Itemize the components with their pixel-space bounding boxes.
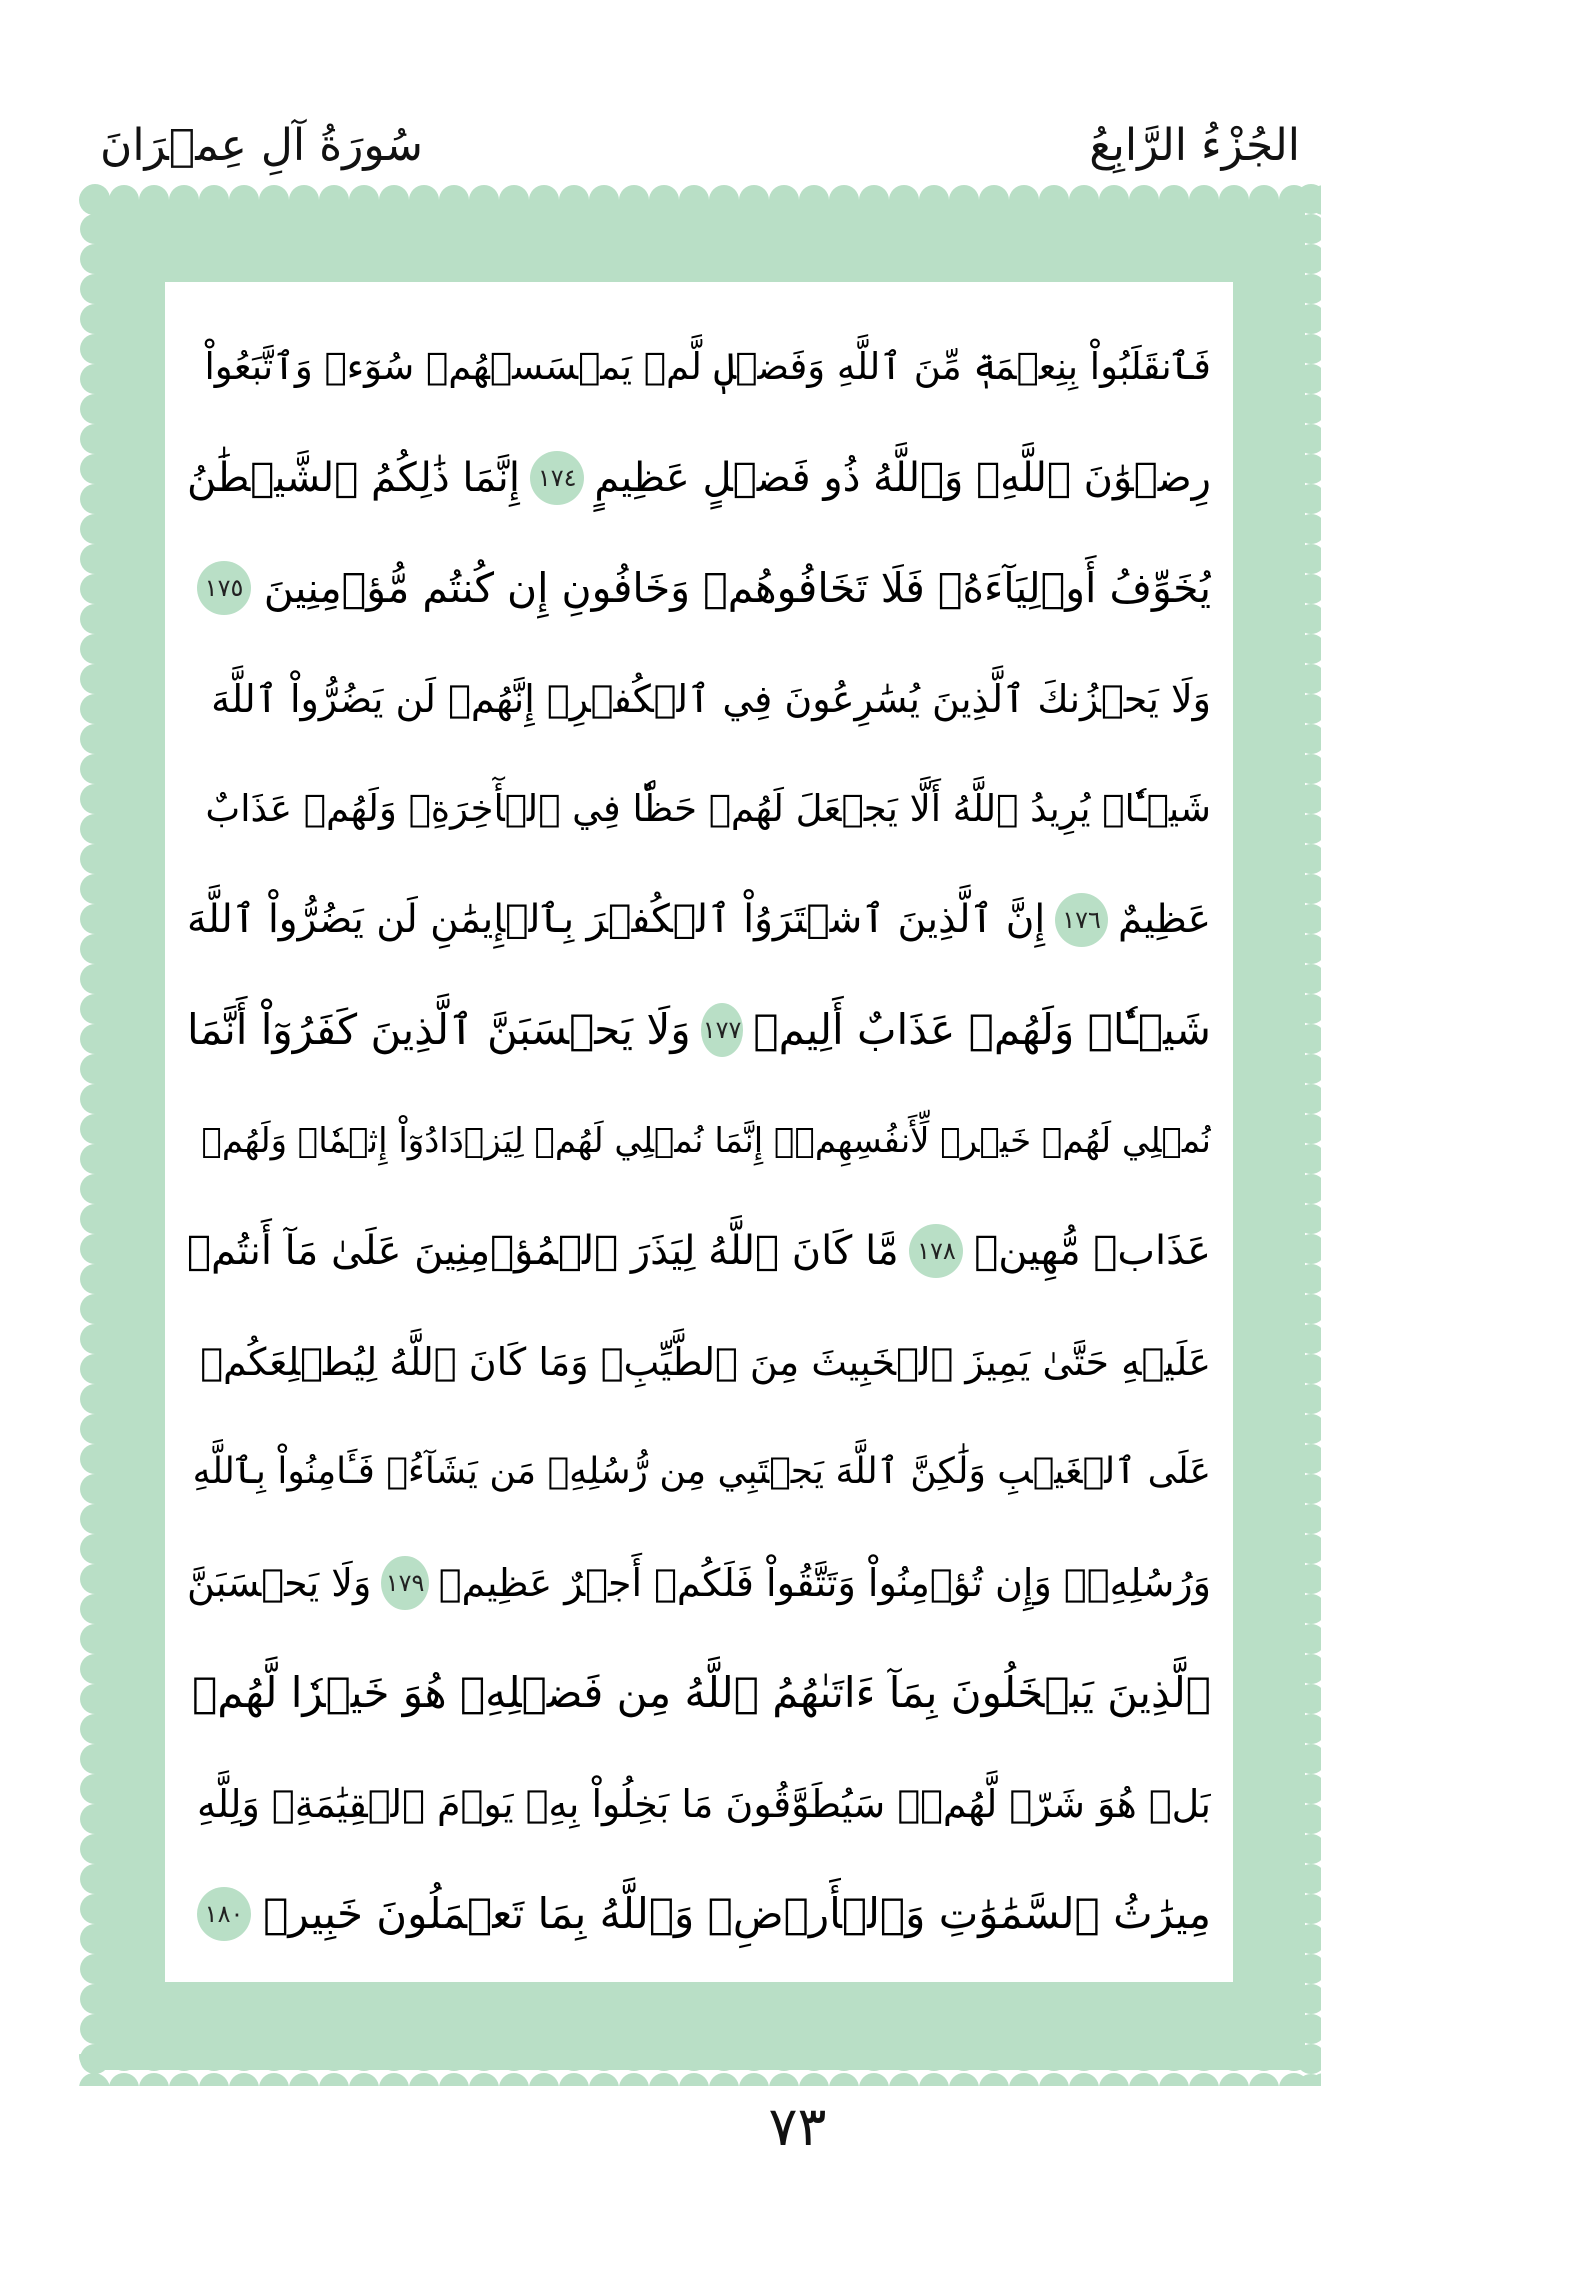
verse-text: يُخَوِّفُ أَوۡلِيَآءَهُۥ فَلَا تَخَافُوهُمۡ وَخَافُونِ إِن كُنتُم مُّؤۡمِنِينَ [263, 564, 1211, 612]
verse-line [187, 644, 1211, 755]
verse-line [187, 1528, 1211, 1639]
verse-text: إِنَّمَا ذَٰلِكُمُ ٱلشَّيۡطَٰنُ [187, 454, 520, 501]
ayah-number-marker: ١٧٦ [1055, 893, 1108, 947]
verse-line [187, 533, 1211, 644]
verse-text: عَظِيمٌ [1118, 896, 1211, 942]
verse-text: نُمۡلِي لَهُمۡ خَيۡرٞ لِّأَنفُسِهِمۡۚ إِنَّمَا نُمۡلِي لَهُمۡ لِيَزۡدَادُوٓاْ إِثۡمٗاۖ وَلَهُمۡ [201, 1120, 1211, 1161]
verse-text: رِضۡوَٰنَ ٱللَّهِۗ وَٱللَّهُ ذُو فَضۡلٍ عَظِيمٍ [594, 454, 1211, 501]
surah-title: سُورَةُ آلِ عِمۡرَانَ [100, 120, 423, 171]
verse-line [187, 1196, 1211, 1307]
ayah-number-marker: ١٧٥ [197, 561, 251, 615]
verse-text: وَرُسُلِهِۦۚ وَإِن تُؤۡمِنُواْ وَتَتَّقُواْ فَلَكُمۡ أَجۡرٌ عَظِيمٞ [438, 1560, 1211, 1605]
verse-text: مَّا كَانَ ٱللَّهُ لِيَذَرَ ٱلۡمُؤۡمِنِينَ عَلَىٰ مَآ أَنتُمۡ [187, 1228, 899, 1274]
juz-title: الجُزْءُ الرَّابِعُ [1089, 120, 1300, 171]
verse-line [187, 312, 1211, 423]
verse-text: ٱلَّذِينَ يَبۡخَلُونَ بِمَآ ءَاتَىٰهُمُ ٱللَّهُ مِن فَضۡلِهِۦ هُوَ خَيۡرٗا لَّهُمۖ [192, 1668, 1211, 1717]
ayah-number-marker: ١٧٤ [530, 451, 584, 505]
verse-text: عَذَابٞ مُّهِينٞ [974, 1228, 1211, 1274]
verse-text: مِيرَٰثُ ٱلسَّمَٰوَٰتِ وَٱلۡأَرۡضِۗ وَٱللَّهُ بِمَا تَعۡمَلُونَ خَبِيرٞ [263, 1889, 1211, 1938]
verse-text: إِنَّ ٱلَّذِينَ ٱشۡتَرَوُاْ ٱلۡكُفۡرَ بِٱلۡإِيمَٰنِ لَن يَضُرُّواْ ٱللَّهَ [187, 896, 1046, 942]
verse-line [187, 1086, 1211, 1197]
ayah-number-marker: ١٧٧ [701, 1003, 744, 1057]
verse-text: عَلَيۡهِ حَتَّىٰ يَمِيزَ ٱلۡخَبِيثَ مِنَ ٱلطَّيِّبِۗ وَمَا كَانَ ٱللَّهُ لِيُطۡلِعَكُمۡ [200, 1339, 1211, 1384]
verse-text: شَيۡـٔٗاۚ يُرِيدُ ٱللَّهُ أَلَّا يَجۡعَلَ لَهُمۡ حَظّٗا فِي ٱلۡأٓخِرَةِۖ وَلَهُمۡ عَذَابٌ [205, 787, 1211, 830]
verse-line [187, 1417, 1211, 1528]
verse-text: وَلَا يَحۡسَبَنَّ [187, 1560, 372, 1605]
text-page [165, 282, 1233, 1982]
ayah-number-marker: ١٧٨ [909, 1224, 963, 1278]
page-number: ٧٣ [768, 2095, 827, 2158]
verse-line [187, 865, 1211, 976]
verse-line [187, 1749, 1211, 1860]
verse-text: وَلَا يَحۡزُنكَ ٱلَّذِينَ يُسَٰرِعُونَ فِي ٱلۡكُفۡرِۚ إِنَّهُمۡ لَن يَضُرُّواْ ٱللَّهَ [211, 676, 1211, 721]
verse-lines [187, 312, 1211, 1970]
verse-line [187, 1307, 1211, 1418]
verse-text: وَلَا يَحۡسَبَنَّ ٱلَّذِينَ كَفَرُوٓاْ أَنَّمَا [187, 1005, 691, 1054]
verse-text: عَلَى ٱلۡغَيۡبِ وَلَٰكِنَّ ٱللَّهَ يَجۡتَبِي مِن رُّسُلِهِۦ مَن يَشَآءُۖ فَـَٔامِنُواْ بِٱللَّهِ [192, 1451, 1211, 1492]
verse-line [187, 1638, 1211, 1749]
verse-line [187, 975, 1211, 1086]
ayah-number-marker: ١٨٠ [197, 1887, 251, 1941]
verse-line [187, 754, 1211, 865]
verse-line [187, 423, 1211, 534]
page-header [0, 0, 1595, 200]
ayah-number-marker: ١٧٩ [381, 1556, 428, 1610]
verse-line [187, 1859, 1211, 1970]
verse-text: شَيۡـٔٗاۖ وَلَهُمۡ عَذَابٌ أَلِيمٞ [753, 1005, 1211, 1054]
verse-text: فَٱنقَلَبُواْ بِنِعۡمَةٖ مِّنَ ٱللَّهِ وَفَضۡلٖ لَّمۡ يَمۡسَسۡهُمۡ سُوٓءٞ وَٱتَّبَعُواْ [204, 345, 1211, 388]
verse-text: بَلۡ هُوَ شَرّٞ لَّهُمۡۖ سَيُطَوَّقُونَ مَا بَخِلُواْ بِهِۦ يَوۡمَ ٱلۡقِيَٰمَةِۗ وَلِلَّهِ [196, 1781, 1211, 1826]
